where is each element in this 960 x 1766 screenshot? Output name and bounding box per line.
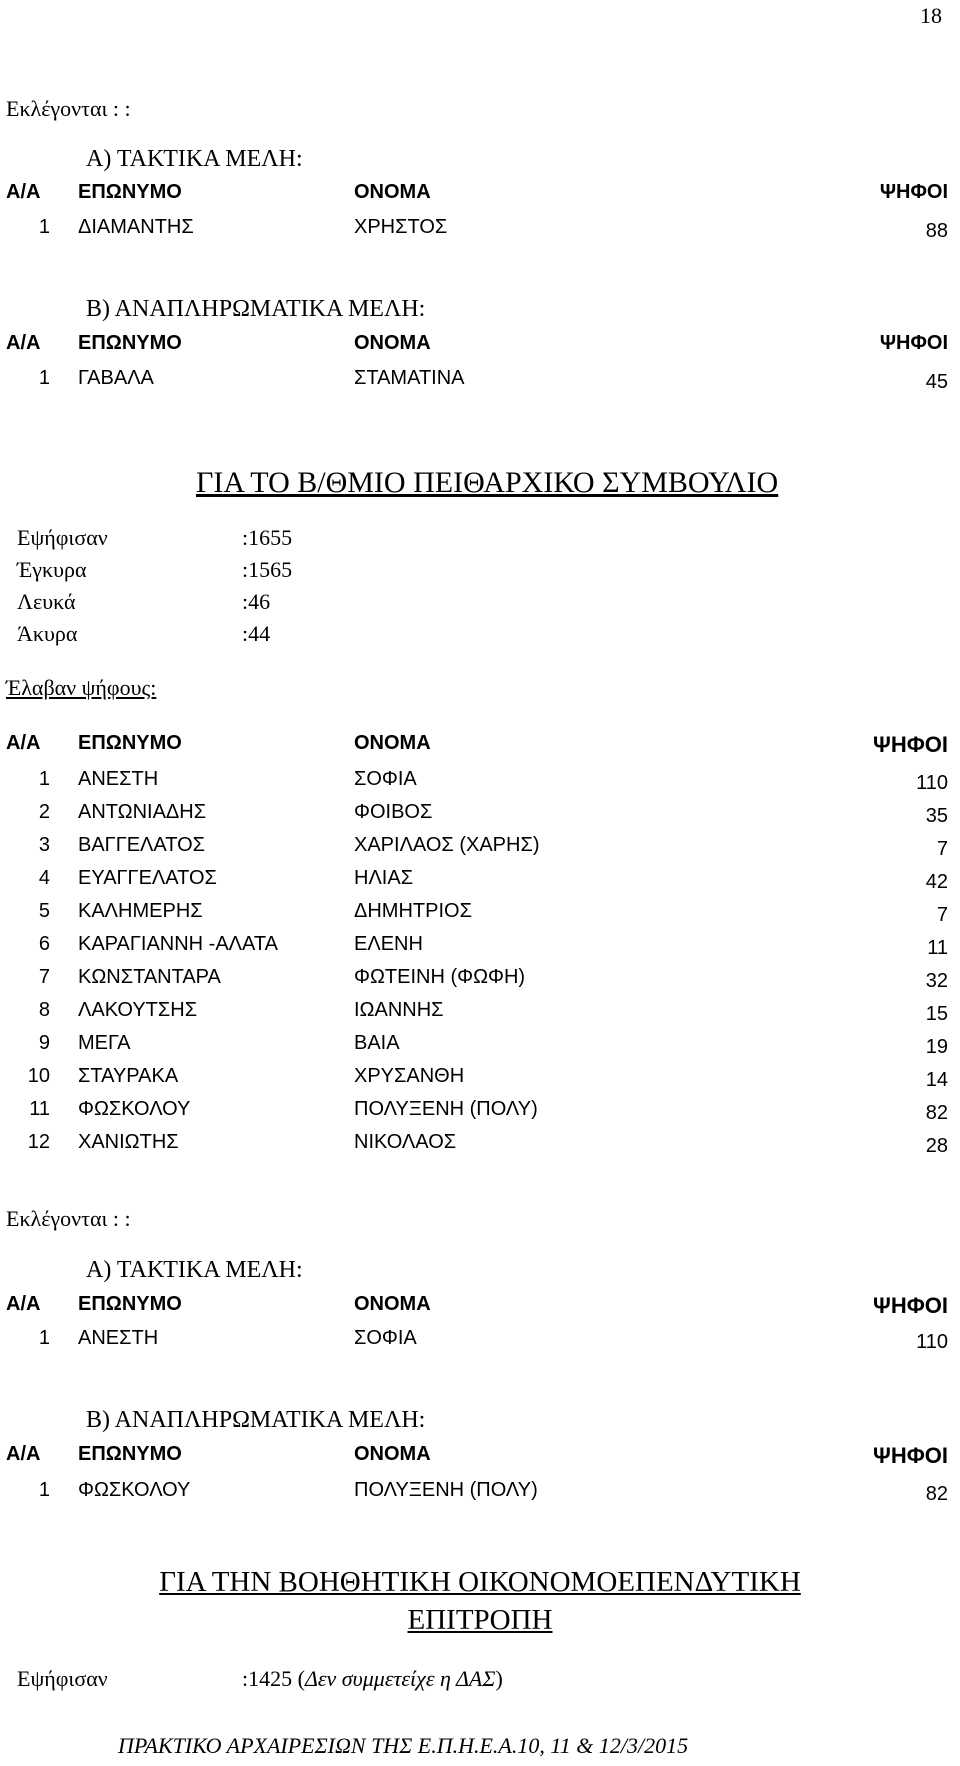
row-name: ΣΟΦΙΑ xyxy=(354,768,417,790)
header-aa: Α/Α xyxy=(6,332,41,354)
row-name: ΠΟΛΥΞΕΝΗ (ΠΟΛΥ) xyxy=(354,1479,538,1501)
stat-blank-value: :46 xyxy=(242,589,271,614)
stat-invalid-label: Άκυρα xyxy=(17,621,78,646)
row-aa: 3 xyxy=(38,834,50,856)
stat-invalid-value: :44 xyxy=(242,621,271,646)
footer-text: ΠΡΑΚΤΙΚΟ ΑΡΧΑΙΡΕΣΙΩΝ ΤΗΣ Ε.Π.Η.Ε.Α.10, 11 & 12/3/2015 xyxy=(118,1733,689,1758)
row-votes: 110 xyxy=(916,1331,948,1353)
row-surname: ΦΩΣΚΟΛΟΥ xyxy=(78,1098,191,1120)
row-votes: 11 xyxy=(927,937,948,959)
stat-voted-number: :1425 ( xyxy=(242,1666,305,1691)
row-name: ΣΟΦΙΑ xyxy=(354,1327,417,1349)
header-aa: Α/Α xyxy=(6,732,41,754)
row-surname: ΔΙΑΜΑΝΤΗΣ xyxy=(78,216,194,238)
header-name: ΟΝΟΜΑ xyxy=(354,732,431,754)
row-name: ΔΗΜΗΤΡΙΟΣ xyxy=(354,900,472,922)
row-aa: 1 xyxy=(38,1479,50,1501)
row-name: ΗΛΙΑΣ xyxy=(354,867,414,889)
header-votes: ΨΗΦΟΙ xyxy=(879,181,948,203)
row-votes: 82 xyxy=(925,1102,948,1124)
elected-label: Εκλέγονται : : xyxy=(6,96,131,121)
header-name: ΟΝΟΜΑ xyxy=(354,332,431,354)
received-votes-label: Έλαβαν ψήφους: xyxy=(6,675,157,700)
row-votes: 7 xyxy=(936,838,948,860)
row-surname: ΚΑΡΑΓΙΑΝΝΗ -ΑΛΑΤΑ xyxy=(78,933,278,955)
row-aa: 6 xyxy=(38,933,50,955)
alternate-members-title: Β) ΑΝΑΠΛΗΡΩΜΑΤΙΚΑ ΜΕΛΗ: xyxy=(86,296,426,322)
header-votes: ΨΗΦΟΙ xyxy=(879,332,948,354)
header-aa: Α/Α xyxy=(6,1443,41,1465)
row-name: ΦΩΤΕΙΝΗ (ΦΩΦΗ) xyxy=(354,966,526,988)
row-surname: ΑΝΤΩΝΙΑΔΗΣ xyxy=(78,801,207,823)
row-aa: 1 xyxy=(38,216,50,238)
row-surname: ΑΝΕΣΤΗ xyxy=(78,768,159,790)
header-surname: ΕΠΩΝΥΜΟ xyxy=(78,181,182,203)
page-number: 18 xyxy=(920,3,942,28)
regular-members-title: Α) ΤΑΚΤΙΚΑ ΜΕΛΗ: xyxy=(86,1257,303,1283)
row-name: ΦΟΙΒΟΣ xyxy=(354,801,433,823)
row-surname: ΦΩΣΚΟΛΟΥ xyxy=(78,1479,191,1501)
alternate-members-title: Β) ΑΝΑΠΛΗΡΩΜΑΤΙΚΑ ΜΕΛΗ: xyxy=(86,1407,426,1433)
row-surname: ΜΕΓΑ xyxy=(78,1032,131,1054)
row-votes: 32 xyxy=(925,970,948,992)
stat-note: Δεν συμμετείχε η ΔΑΣ xyxy=(304,1666,496,1691)
row-aa: 10 xyxy=(27,1065,50,1087)
header-surname: ΕΠΩΝΥΜΟ xyxy=(78,1293,182,1315)
row-aa: 1 xyxy=(38,768,50,790)
row-aa: 8 xyxy=(38,999,50,1021)
row-name: ΧΑΡΙΛΑΟΣ (ΧΑΡΗΣ) xyxy=(354,834,540,856)
row-name: ΙΩΑΝΝΗΣ xyxy=(354,999,444,1021)
row-votes: 14 xyxy=(925,1069,948,1091)
row-votes: 88 xyxy=(925,220,948,242)
row-aa: 1 xyxy=(38,1327,50,1349)
row-votes: 45 xyxy=(925,371,948,393)
row-name: ΠΟΛΥΞΕΝΗ (ΠΟΛΥ) xyxy=(354,1098,538,1120)
row-aa: 12 xyxy=(27,1131,50,1153)
elected-label: Εκλέγονται : : xyxy=(6,1206,131,1231)
row-name: ΝΙΚΟΛΑΟΣ xyxy=(354,1131,457,1153)
row-name: ΣΤΑΜΑΤΙΝΑ xyxy=(354,367,465,389)
row-surname: ΓΑΒΑΛΑ xyxy=(78,367,154,389)
regular-members-title: Α) ΤΑΚΤΙΚΑ ΜΕΛΗ: xyxy=(86,146,303,172)
header-name: ΟΝΟΜΑ xyxy=(354,181,431,203)
row-aa: 9 xyxy=(38,1032,50,1054)
header-surname: ΕΠΩΝΥΜΟ xyxy=(78,332,182,354)
row-surname: ΒΑΓΓΕΛΑΤΟΣ xyxy=(78,834,206,856)
row-votes: 19 xyxy=(925,1036,948,1058)
row-aa: 5 xyxy=(38,900,50,922)
row-votes: 110 xyxy=(916,772,948,794)
header-votes: ΨΗΦΟΙ xyxy=(873,732,948,757)
stat-valid-value: :1565 xyxy=(242,557,293,582)
row-votes: 82 xyxy=(925,1483,948,1505)
row-aa: 7 xyxy=(38,966,50,988)
row-name: ΧΡΗΣΤΟΣ xyxy=(354,216,448,238)
header-aa: Α/Α xyxy=(6,181,41,203)
row-votes: 28 xyxy=(925,1135,948,1157)
row-surname: ΧΑΝΙΩΤΗΣ xyxy=(78,1131,179,1153)
row-surname: ΕΥΑΓΓΕΛΑΤΟΣ xyxy=(78,867,217,889)
stat-valid-label: Έγκυρα xyxy=(17,557,87,582)
row-surname: ΚΑΛΗΜΕΡΗΣ xyxy=(78,900,203,922)
row-votes: 15 xyxy=(925,1003,948,1025)
row-surname: ΛΑΚΟΥΤΣΗΣ xyxy=(78,999,198,1021)
header-votes: ΨΗΦΟΙ xyxy=(873,1293,948,1318)
header-surname: ΕΠΩΝΥΜΟ xyxy=(78,1443,182,1465)
stat-voted-label: Εψήφισαν xyxy=(17,1666,108,1691)
header-votes: ΨΗΦΟΙ xyxy=(873,1443,948,1468)
row-aa: 1 xyxy=(38,367,50,389)
row-name: ΒΑΙΑ xyxy=(354,1032,400,1054)
section-title-committee-line1: ΓΙΑ ΤΗΝ ΒΟΗΘΗΤΙΚΗ ΟΙΚΟΝΟΜΟΕΠΕΝΔΥΤΙΚΗ xyxy=(159,1566,801,1598)
stat-voted-value xyxy=(242,1666,503,1692)
row-votes: 7 xyxy=(936,904,948,926)
row-votes: 35 xyxy=(925,805,948,827)
row-name: ΕΛΕΝΗ xyxy=(354,933,423,955)
row-surname: ΑΝΕΣΤΗ xyxy=(78,1327,159,1349)
row-name: ΧΡΥΣΑΝΘΗ xyxy=(354,1065,465,1087)
stat-blank-label: Λευκά xyxy=(17,589,76,614)
stat-voted-label: Εψήφισαν xyxy=(17,525,108,550)
row-aa: 11 xyxy=(29,1098,50,1120)
section-title-committee-line2: ΕΠΙΤΡΟΠΗ xyxy=(407,1604,553,1636)
row-surname: ΣΤΑΥΡΑΚΑ xyxy=(78,1065,179,1087)
header-aa: Α/Α xyxy=(6,1293,41,1315)
header-surname: ΕΠΩΝΥΜΟ xyxy=(78,732,182,754)
row-votes: 42 xyxy=(925,871,948,893)
stat-voted-value: :1655 xyxy=(242,525,293,550)
stat-close: ) xyxy=(495,1666,503,1691)
header-name: ΟΝΟΜΑ xyxy=(354,1443,431,1465)
header-name: ΟΝΟΜΑ xyxy=(354,1293,431,1315)
row-aa: 2 xyxy=(38,801,50,823)
section-title-disciplinary: ΓΙΑ ΤΟ Β/ΘΜΙΟ ΠΕΙΘΑΡΧΙΚΟ ΣΥΜΒΟΥΛΙΟ xyxy=(196,466,779,499)
row-surname: ΚΩΝΣΤΑΝΤΑΡΑ xyxy=(78,966,221,988)
row-aa: 4 xyxy=(38,867,50,889)
